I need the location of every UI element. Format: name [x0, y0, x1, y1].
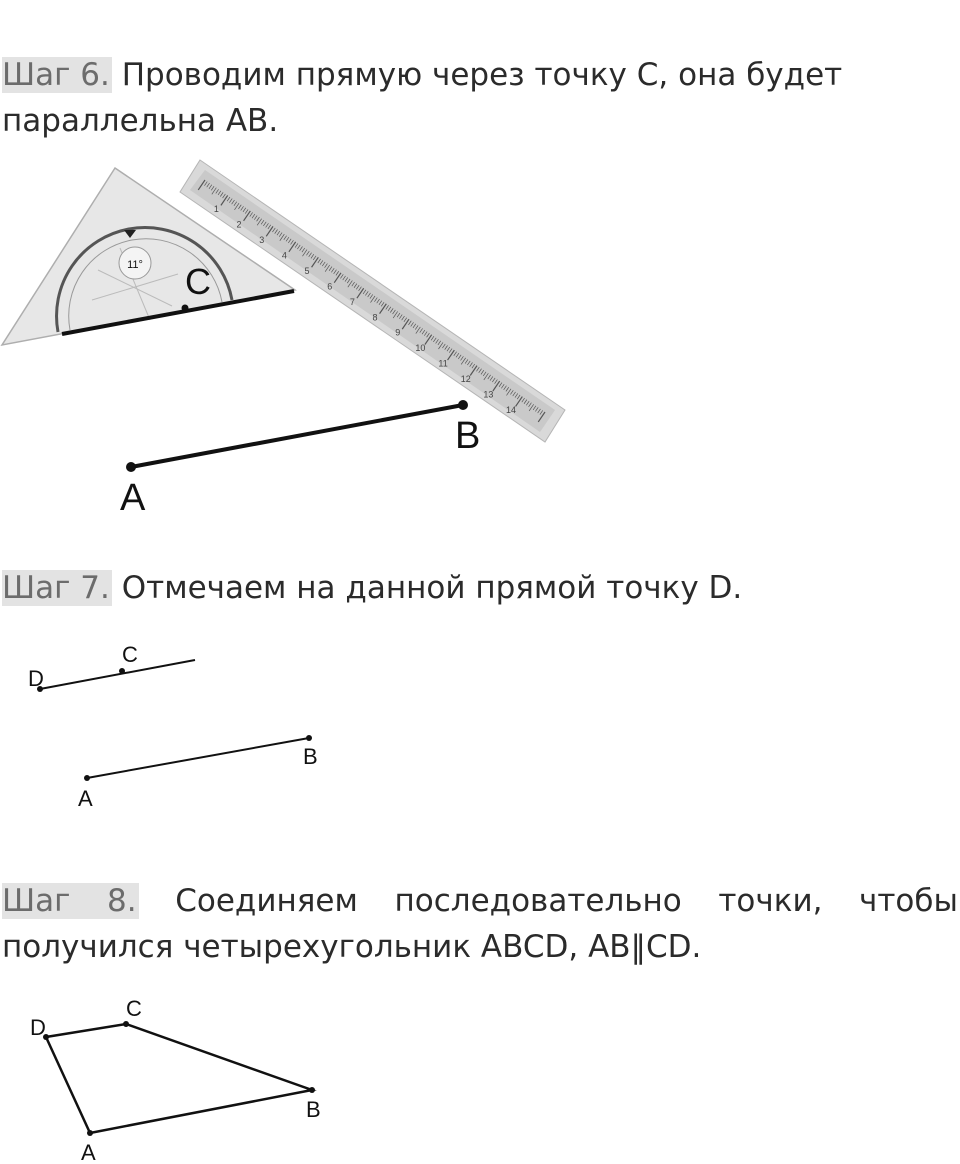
point-c-dot [182, 305, 189, 312]
ruler-number: 12 [460, 374, 471, 385]
figure-step6 [0, 150, 960, 520]
point-a-label: A [78, 786, 93, 811]
figure-step7 [0, 630, 960, 810]
point-a-label: A [120, 477, 146, 519]
ruler-number: 8 [372, 312, 378, 323]
ruler-number: 10 [415, 343, 426, 354]
ruler-number: 6 [327, 281, 333, 292]
point-b-label: B [306, 1097, 321, 1122]
point-b-label: B [303, 744, 318, 769]
point-d-label: D [30, 1015, 46, 1040]
step7-label: Шаг 7. [2, 570, 110, 606]
protractor-angle-label: 11° [127, 259, 143, 271]
point-c-label: C [185, 261, 211, 302]
point-b-dot [458, 400, 468, 410]
point-c-label: C [126, 996, 142, 1021]
ruler-number: 4 [281, 250, 287, 261]
ruler-number: 14 [506, 405, 517, 416]
step6-text: Проводим прямую через точку C, она будет параллельна AB. [2, 57, 843, 139]
line-dc [40, 660, 195, 689]
point-c-dot [119, 668, 125, 674]
ruler-number: 7 [349, 296, 355, 307]
step6-paragraph [2, 52, 958, 144]
ruler-number: 13 [483, 389, 494, 400]
point-a-dot [87, 1130, 93, 1136]
ruler-number: 9 [395, 327, 401, 338]
ruler-number: 5 [304, 265, 310, 276]
point-a-dot [84, 775, 90, 781]
point-b-dot [309, 1087, 315, 1093]
step8-text: Соединяем последовательно точки, чтобы получился четырехугольник ABCD, AB‖CD. [2, 883, 958, 965]
ruler-number: 11 [438, 358, 448, 369]
point-b-dot [306, 735, 312, 741]
step8-label: Шаг 8. [2, 883, 137, 919]
point-c-dot [123, 1021, 129, 1027]
point-a-label: A [81, 1140, 96, 1164]
point-d-label: D [28, 666, 44, 691]
quadrilateral-abcd [46, 1024, 312, 1133]
segment-ab [131, 405, 463, 467]
step7-paragraph [2, 565, 958, 611]
point-b-label: B [455, 415, 481, 457]
ruler-number: 3 [259, 234, 265, 245]
point-c-label: C [122, 642, 138, 667]
ruler-number: 2 [236, 219, 242, 230]
step6-label: Шаг 6. [2, 57, 110, 93]
point-a-dot [126, 462, 136, 472]
segment-ab [87, 738, 309, 778]
step7-text: Отмечаем на данной прямой точку D. [111, 570, 743, 606]
figure-step8 [0, 990, 960, 1164]
step8-paragraph [2, 878, 958, 970]
ruler-number: 1 [213, 203, 219, 214]
